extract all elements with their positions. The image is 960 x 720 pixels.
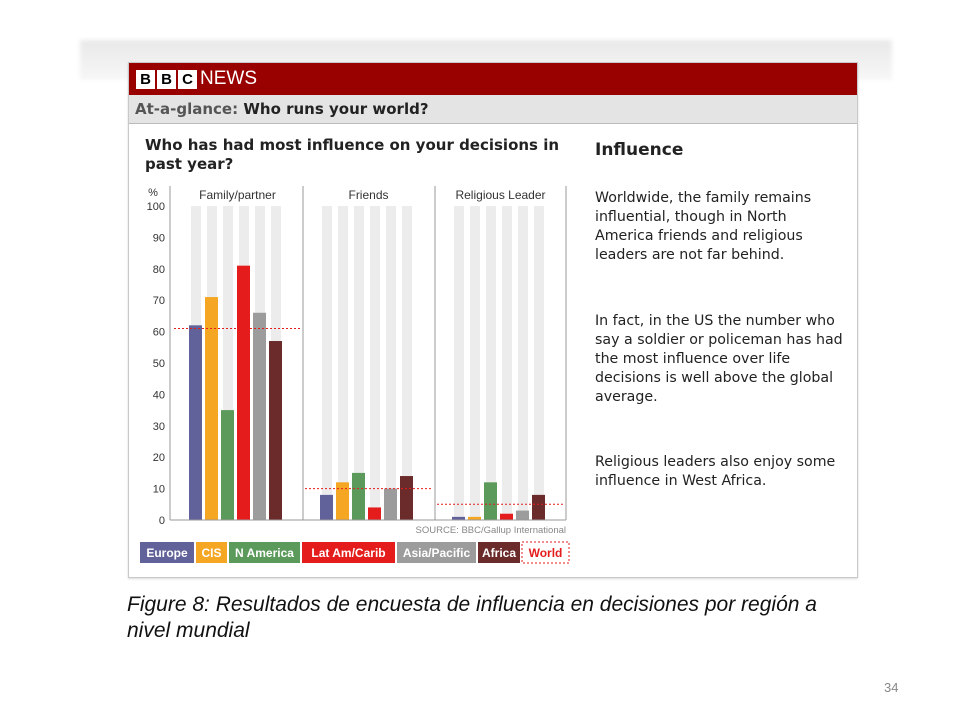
y-tick-label: 50 [152, 358, 165, 370]
bar [253, 313, 266, 520]
bar [336, 482, 349, 520]
bar [352, 473, 365, 520]
bar-slot-background [502, 206, 512, 520]
group-label: Religious Leader [455, 188, 546, 202]
y-tick-label: 100 [146, 201, 165, 213]
y-tick-label: 70 [152, 295, 165, 308]
figure-caption: Figure 8: Resultados de encuesta de influencia en decisiones por región a nivel mundial [127, 593, 817, 642]
info-paragraph-3: Religious leaders also enjoy some influence in West Africa. [595, 454, 836, 489]
bar-slot-background [470, 206, 480, 520]
info-paragraph-2: In fact, in the US the number who say a soldier or policeman has had the most influence over life decisions is well above the global average. [595, 313, 843, 405]
bar-slot-background [338, 206, 348, 520]
logo-news-text: NEWS [200, 68, 257, 89]
bar [221, 410, 234, 520]
chart-title: Who has had most influence on your decisions in past year? [145, 136, 560, 173]
bar-slot-background [454, 206, 464, 520]
legend-label: Africa [481, 546, 517, 560]
at-a-glance-question: Who runs your world? [243, 100, 429, 118]
bar-slot-background [386, 206, 396, 520]
bar-slot-background [402, 206, 412, 520]
bar [320, 495, 333, 520]
bar [368, 507, 381, 520]
bar-slot-background [322, 206, 332, 520]
bar-slot-background [370, 206, 380, 520]
bar [532, 495, 545, 520]
y-tick-label: 40 [152, 389, 165, 402]
y-tick-label: 30 [152, 420, 165, 433]
influence-bar-chart [128, 62, 588, 572]
at-a-glance-prefix: At-a-glance: [135, 100, 239, 118]
legend-label: Lat Am/Carib [311, 546, 386, 560]
bar [205, 297, 218, 520]
info-title: Influence [595, 140, 684, 160]
group-label: Friends [348, 188, 389, 202]
legend-label: Europe [146, 546, 188, 560]
y-tick-label: 20 [152, 452, 165, 465]
bar-slot-background [486, 206, 496, 520]
y-tick-label: 60 [152, 326, 165, 339]
bar-slot-background [534, 206, 544, 520]
bar [237, 266, 250, 520]
y-axis-label: % [148, 187, 158, 199]
legend-label: CIS [201, 546, 222, 560]
bar [500, 514, 513, 520]
page-number: 34 [884, 680, 899, 695]
logo-letter-2: B [157, 70, 176, 89]
logo-letter-1: B [136, 70, 155, 89]
chart-source: SOURCE: BBC/Gallup International [415, 525, 566, 536]
bar [384, 489, 397, 520]
group-label: Family/partner [199, 188, 276, 202]
logo-letter-3: C [178, 70, 197, 89]
bar [269, 341, 282, 520]
legend-label: N America [235, 546, 294, 560]
legend-label: Asia/Pacific [402, 546, 471, 560]
info-paragraph-1: Worldwide, the family remains influential, though in North America friends and religious leaders are not far behind. [595, 190, 812, 263]
bar [400, 476, 413, 520]
y-tick-label: 10 [152, 483, 165, 496]
bar [516, 511, 529, 520]
y-tick-label: 80 [152, 263, 165, 276]
bar-slot-background [518, 206, 528, 520]
y-tick-label: 90 [152, 232, 165, 245]
legend-label: World [528, 546, 563, 560]
bar [189, 325, 202, 520]
bar [484, 482, 497, 520]
y-tick-label: 0 [158, 515, 165, 527]
